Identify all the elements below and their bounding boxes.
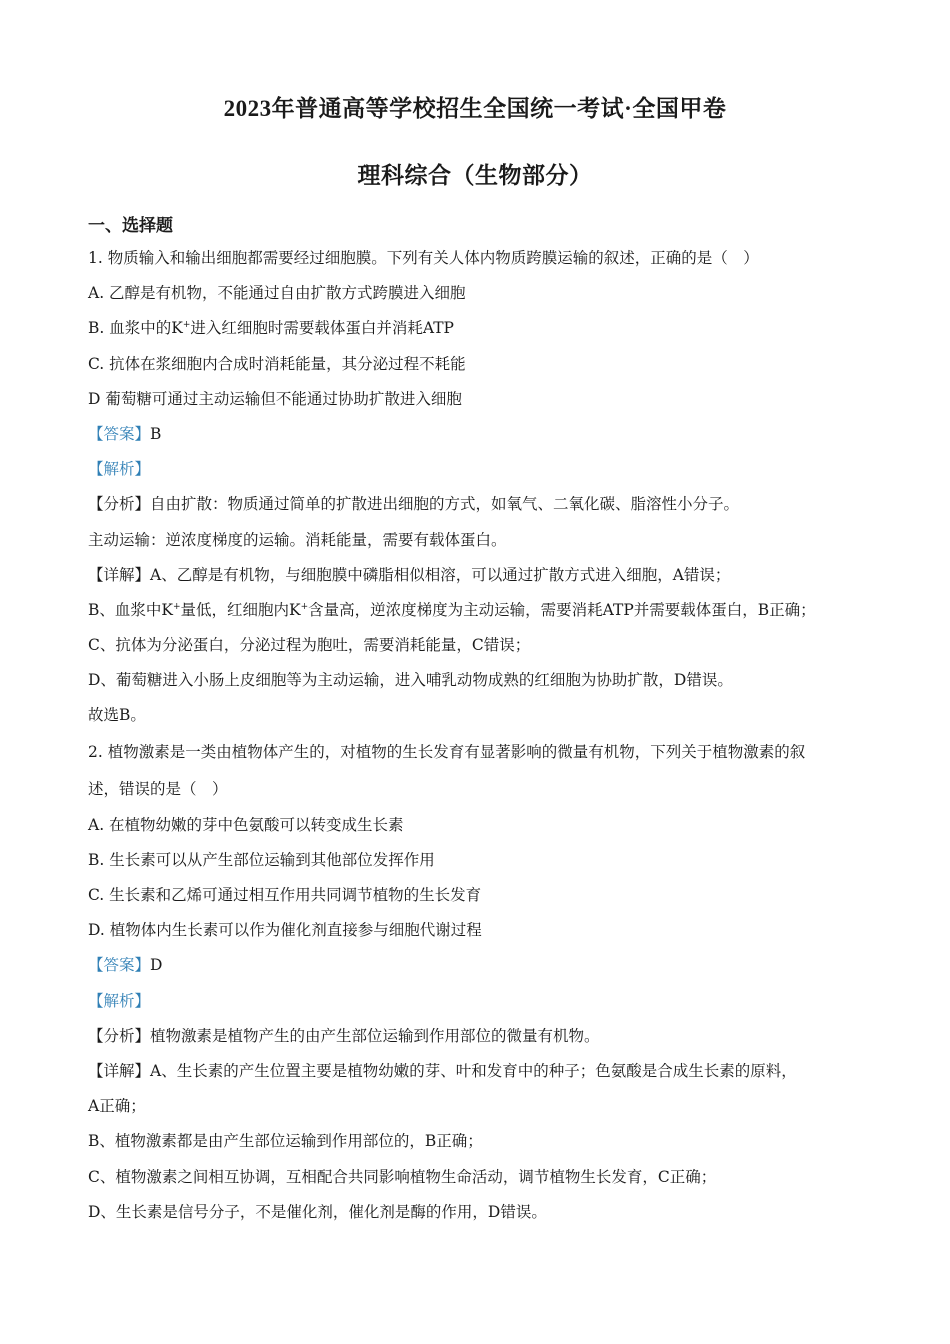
detail-tag: 【详解】 [88,1061,151,1080]
q2-stem-2: 述，错误的是（ ） [88,779,228,798]
q1-fenxi-1: 【分析】自由扩散：物质通过简单的扩散进出细胞的方式，如氧气、二氧化碳、脂溶性小分子。 [88,495,740,514]
q2-option-d: D. 植物体内生长素可以作为催化剂直接参与细胞代谢过程 [88,921,482,940]
superscript: + [172,601,181,612]
exam-subtitle: 理科综合（生物部分） [357,163,593,188]
q2-detail-c: C、植物激素之间相互协调，互相配合共同影响植物生命活动，调节植物生长发育，C正确； [88,1167,717,1186]
q2-detail-a-2: A正确； [88,1097,146,1116]
analysis-tag: 【解析】 [88,460,151,479]
exam-title: 2023年普通高等学校招生全国统一考试·全国甲卷 [223,96,727,121]
q2-fenxi: 【分析】植物激素是植物产生的由产生部位运输到作用部位的微量有机物。 [88,1026,600,1045]
q1-detail-c: C、抗体为分泌蛋白，分泌过程为胞吐，需要消耗能量，C错误； [88,636,531,655]
question-content [88,241,878,1230]
fenxi-tag: 【分析】 [88,495,151,514]
q2-detail-b: B、植物激素都是由产生部位运输到作用部位的，B正确； [88,1132,483,1151]
q2-detail-d: D、生长素是信号分子，不是催化剂，催化剂是酶的作用，D错误。 [88,1202,547,1221]
q1-answer: 【答案】B [88,424,162,443]
q2-stem-1: 2. 植物激素是一类由植物体产生的，对植物的生长发育有显著影响的微量有机物，下列关于植物激素的叙 [88,742,806,761]
analysis-tag: 【解析】 [88,991,151,1010]
q2-answer: 【答案】D [88,956,163,975]
q1-option-d: D 葡萄糖可通过主动运输但不能通过协助扩散进入细胞 [88,389,462,408]
q2-analysis-tag [88,984,878,1019]
superscript: + [300,601,309,612]
q1-option-b: B. 血浆中的K+进入红细胞时需要载体蛋白并消耗ATP [88,319,454,338]
q1-option-c: C. 抗体在浆细胞内合成时消耗能量，其分泌过程不耗能 [88,354,466,373]
q1-analysis-tag [88,452,878,487]
q1-option-a: A. 乙醇是有机物，不能通过自由扩散方式跨膜进入细胞 [88,284,466,303]
q2-option-a: A. 在植物幼嫩的芽中色氨酸可以转变成生长素 [88,815,404,834]
q2-option-c: C. 生长素和乙烯可通过相互作用共同调节植物的生长发育 [88,886,482,904]
q1-fenxi-2: 主动运输：逆浓度梯度的运输。消耗能量，需要有载体蛋白。 [88,530,507,549]
q1-detail-a: 【详解】A、乙醇是有机物，与细胞膜中磷脂相似相溶，可以通过扩散方式进入细胞，A错误； [88,565,731,584]
q2-detail-a-1: 【详解】A、生长素的产生位置主要是植物幼嫩的芽、叶和发育中的种子；色氨酸是合成生长素的原料， [88,1061,797,1080]
q1-conclusion: 故选B。 [88,706,146,725]
fenxi-tag: 【分析】 [88,1026,151,1045]
q1-detail-b: B、血浆中K+量低，红细胞内K+含量高，逆浓度梯度为主动运输，需要消耗ATP并需要载体蛋白，B正确； [88,600,816,619]
q2-option-b: B. 生长素可以从产生部位运输到其他部位发挥作用 [88,850,435,869]
detail-tag: 【详解】 [88,565,151,584]
q1-stem: 1. 物质输入和输出细胞都需要经过细胞膜。下列有关人体内物质跨膜运输的叙述，正确的是（ ） [88,249,759,267]
answer-tag: 【答案】 [88,424,151,443]
q1-detail-d: D、葡萄糖进入小肠上皮细胞等为主动运输，进入哺乳动物成熟的红细胞为协助扩散，D错误。 [88,671,733,690]
section-heading: 一、选择题 [88,216,173,236]
answer-tag: 【答案】 [88,956,151,975]
superscript: + [182,320,191,331]
